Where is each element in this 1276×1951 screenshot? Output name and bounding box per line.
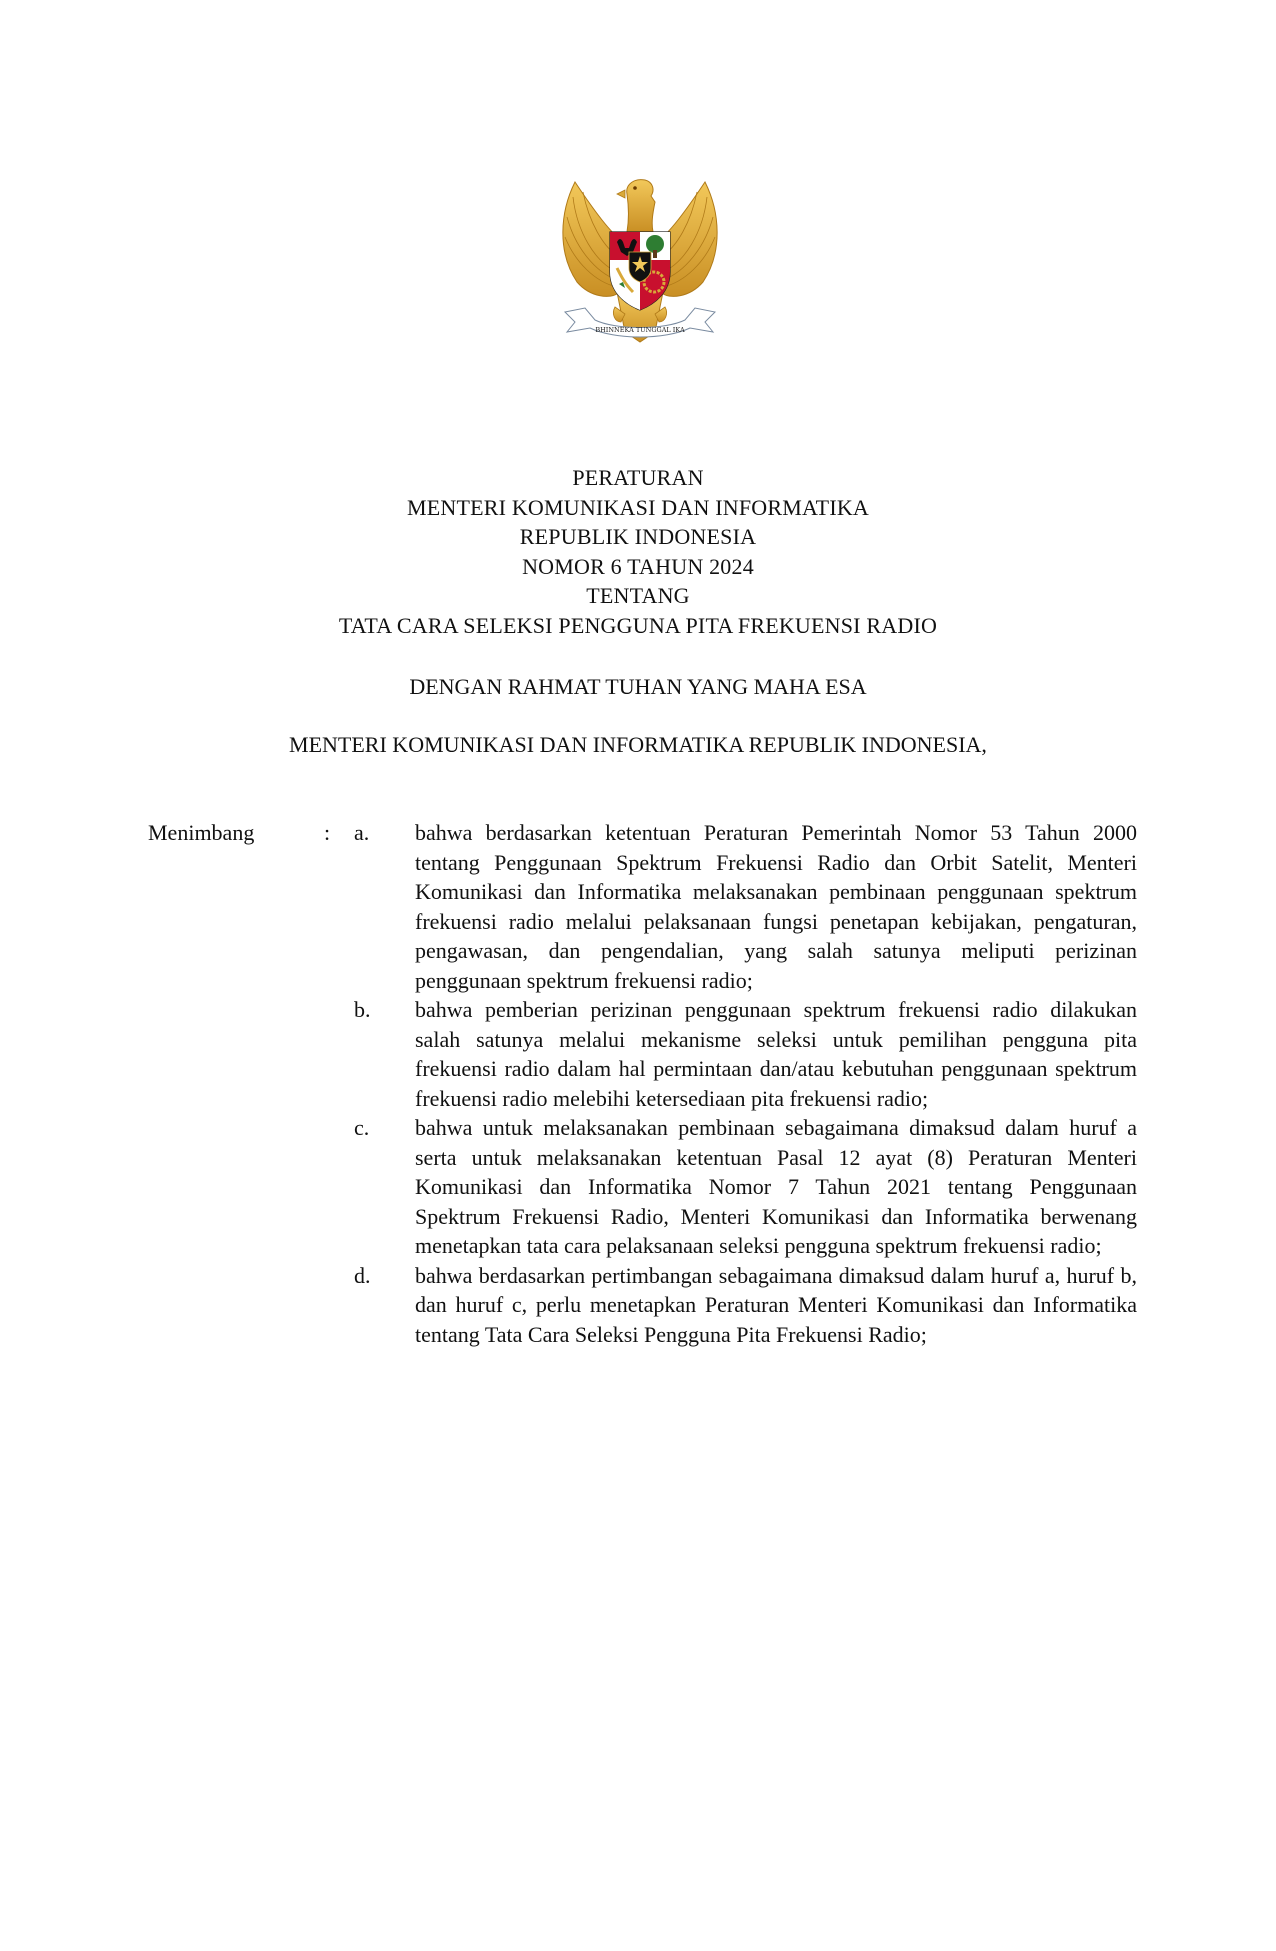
considering-label: Menimbang (148, 820, 255, 845)
title-line-about: TENTANG (586, 583, 690, 608)
considering-item-c (148, 1113, 1138, 1261)
item-letter: a. (354, 820, 370, 845)
title-line-issuer: MENTERI KOMUNIKASI DAN INFORMATIKA (406, 494, 870, 520)
regulation-title (0, 463, 1276, 640)
item-text: bahwa berdasarkan pertimbangan sebagaimana dimaksud dalam huruf a, huruf b, dan huruf c, perlu menetapkan Peraturan Menteri Komunikasi dan Informatika tentang Tata Cara Seleksi Pengguna Pita Frekuensi Radio; (415, 1262, 1137, 1347)
title-line-subject: TATA CARA SELEKSI PENGGUNA PITA FREKUENSI RADIO (338, 612, 938, 638)
item-letter: b. (354, 997, 371, 1022)
title-line-number: NOMOR 6 TAHUN 2024 (522, 553, 754, 579)
considering-item-a (148, 818, 1138, 995)
minister-heading: MENTERI KOMUNIKASI DAN INFORMATIKA REPUBLIK INDONESIA, (289, 732, 987, 757)
item-text: bahwa untuk melaksanakan pembinaan sebagaimana dimaksud dalam huruf a serta untuk melaksanakan ketentuan Pasal 12 ayat (8) Peraturan Menteri Komunikasi dan Informatika Nomor 7 Tahun 2021 tentang Penggunaan Spektrum Frekuensi Radio, Menteri Komunikasi dan Informatika berwenang menetapkan tata cara pelaksanaan seleksi pengguna spektrum frekuensi radio; (415, 1115, 1137, 1258)
item-letter: c. (354, 1115, 370, 1140)
considering-item-d (148, 1261, 1138, 1350)
emblem-motto: BHINNEKA TUNGGAL IKA (595, 326, 685, 334)
considering-item-b (148, 995, 1138, 1113)
item-letter: d. (354, 1262, 371, 1288)
head (627, 180, 655, 232)
title-line-type: PERATURAN (572, 465, 704, 490)
invocation: DENGAN RAHMAT TUHAN YANG MAHA ESA (409, 674, 867, 699)
garuda-pancasila-emblem-icon (555, 172, 725, 352)
considering-colon: : (324, 820, 331, 845)
item-text: bahwa pemberian perizinan penggunaan spektrum frekuensi radio dilakukan salah satunya melalui mekanisme seleksi untuk pemilihan pengguna pita frekuensi radio dalam hal permintaan dan/atau kebutuhan penggunaan spektrum frekuensi radio melebihi ketersediaan pita frekuensi radio; (415, 997, 1137, 1111)
item-text: bahwa berdasarkan ketentuan Peraturan Pemerintah Nomor 53 Tahun 2000 tentang Penggunaan Spektrum Frekuensi Radio dan Orbit Satelit, Menteri Komunikasi dan Informatika melaksanakan pembinaan penggunaan spektrum frekuensi radio melalui pelaksanaan fungsi penetapan kebijakan, pengaturan, pengawasan, dan pengendalian, yang salah satunya meliputi perizinan penggunaan spektrum frekuensi radio; (415, 820, 1137, 993)
considering-section (148, 818, 1138, 1349)
title-line-country: REPUBLIK INDONESIA (519, 524, 757, 549)
